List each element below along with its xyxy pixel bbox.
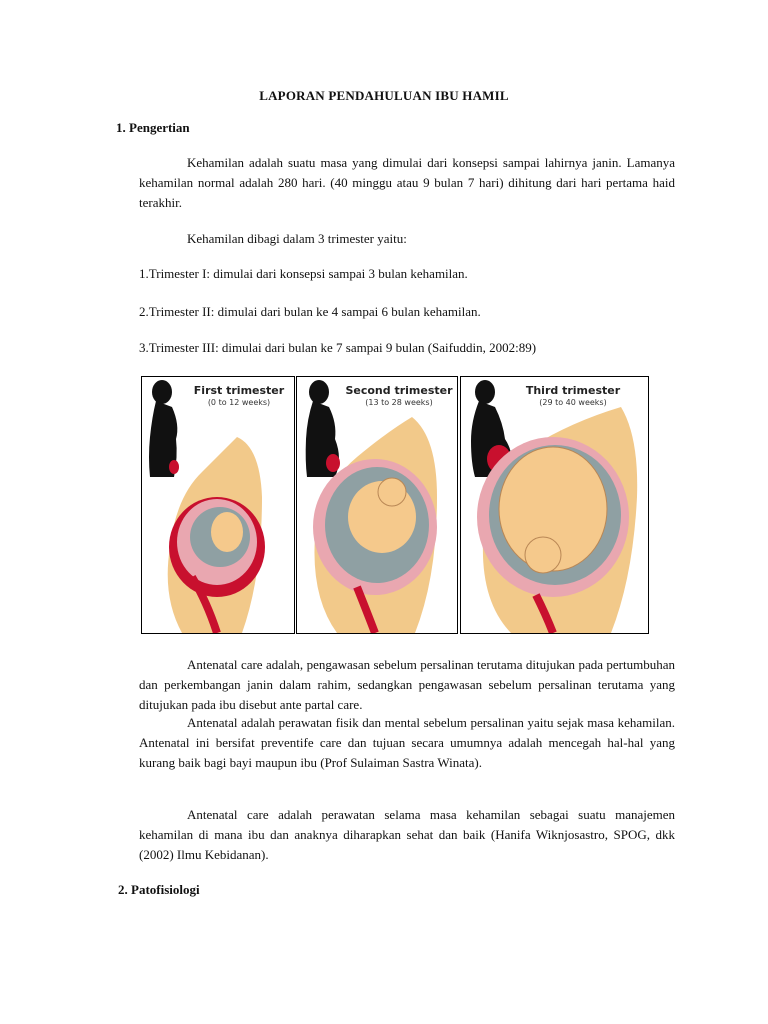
trimester-item-1: 1.Trimester I: dimulai dari konsepsi sampai 3 bulan kehamilan. (139, 266, 468, 281)
section-heading-patofisiologi: 2. Patofisiologi (118, 882, 200, 897)
panel-subtitle: (13 to 28 weeks) (365, 398, 433, 407)
panel-second-trimester (296, 376, 458, 634)
paragraph-antenatal-2: Antenatal adalah perawatan fisik dan mental sebelum persalinan yaitu sejak masa kehamilan. Antenatal ini bersifat preventife care dan tujuan secara umumnya adalah mencegah hal-hal yang kurang baik bagi bayi maupun ibu (Prof Sulaiman Sastra Winata). (139, 715, 675, 770)
paragraph-antenatal-care-1: Antenatal care adalah, pengawasan sebelum persalinan terutama ditujukan pada pertumbuhan dan perkembangan janin dalam rahim, sedangkan pengawasan sebelum persalinan terutama yang ditujukan pada ibu disebut ante partal care. (139, 657, 675, 712)
panel-third-trimester (460, 376, 649, 634)
trimester-item-3: 3.Trimester III: dimulai dari bulan ke 7 sampai 9 bulan (Saifuddin, 2002:89) (139, 340, 537, 355)
panel-title: First trimester (193, 384, 285, 397)
panel-subtitle: (0 to 12 weeks) (207, 398, 271, 407)
woman-silhouette-icon (306, 380, 340, 477)
section-heading-pengertian: 1. Pengertian (116, 120, 190, 135)
trimester-illustration (141, 376, 649, 634)
panel-first-trimester (141, 376, 295, 634)
paragraph-trimester-intro: Kehamilan dibagi dalam 3 trimester yaitu: (187, 231, 407, 246)
trimester-item-2: 2.Trimester II: dimulai dari bulan ke 4 sampai 6 bulan kehamilan. (139, 304, 481, 319)
woman-silhouette-icon (149, 380, 179, 477)
paragraph-definition: Kehamilan adalah suatu masa yang dimulai dari konsepsi sampai lahirnya janin. Lamanya kehamilan normal adalah 280 hari. (40 minggu atau 9 bulan 7 hari) dihitung dari hari pertama haid terakhir. (139, 155, 675, 210)
document-title: LAPORAN PENDAHULUAN IBU HAMIL (259, 88, 509, 103)
panel-subtitle: (29 to 40 weeks) (539, 398, 607, 407)
paragraph-antenatal-care-3: Antenatal care adalah perawatan selama masa kehamilan sebagai suatu manajemen kehamilan di mana ibu dan anaknya diharapkan sehat dan baik (Hanifa Wiknjosastro, SPOG, dkk (2002) Ilmu Kebidanan). (139, 807, 675, 862)
panel-title: Third trimester (525, 384, 621, 397)
panel-title: Second trimester (345, 384, 453, 397)
